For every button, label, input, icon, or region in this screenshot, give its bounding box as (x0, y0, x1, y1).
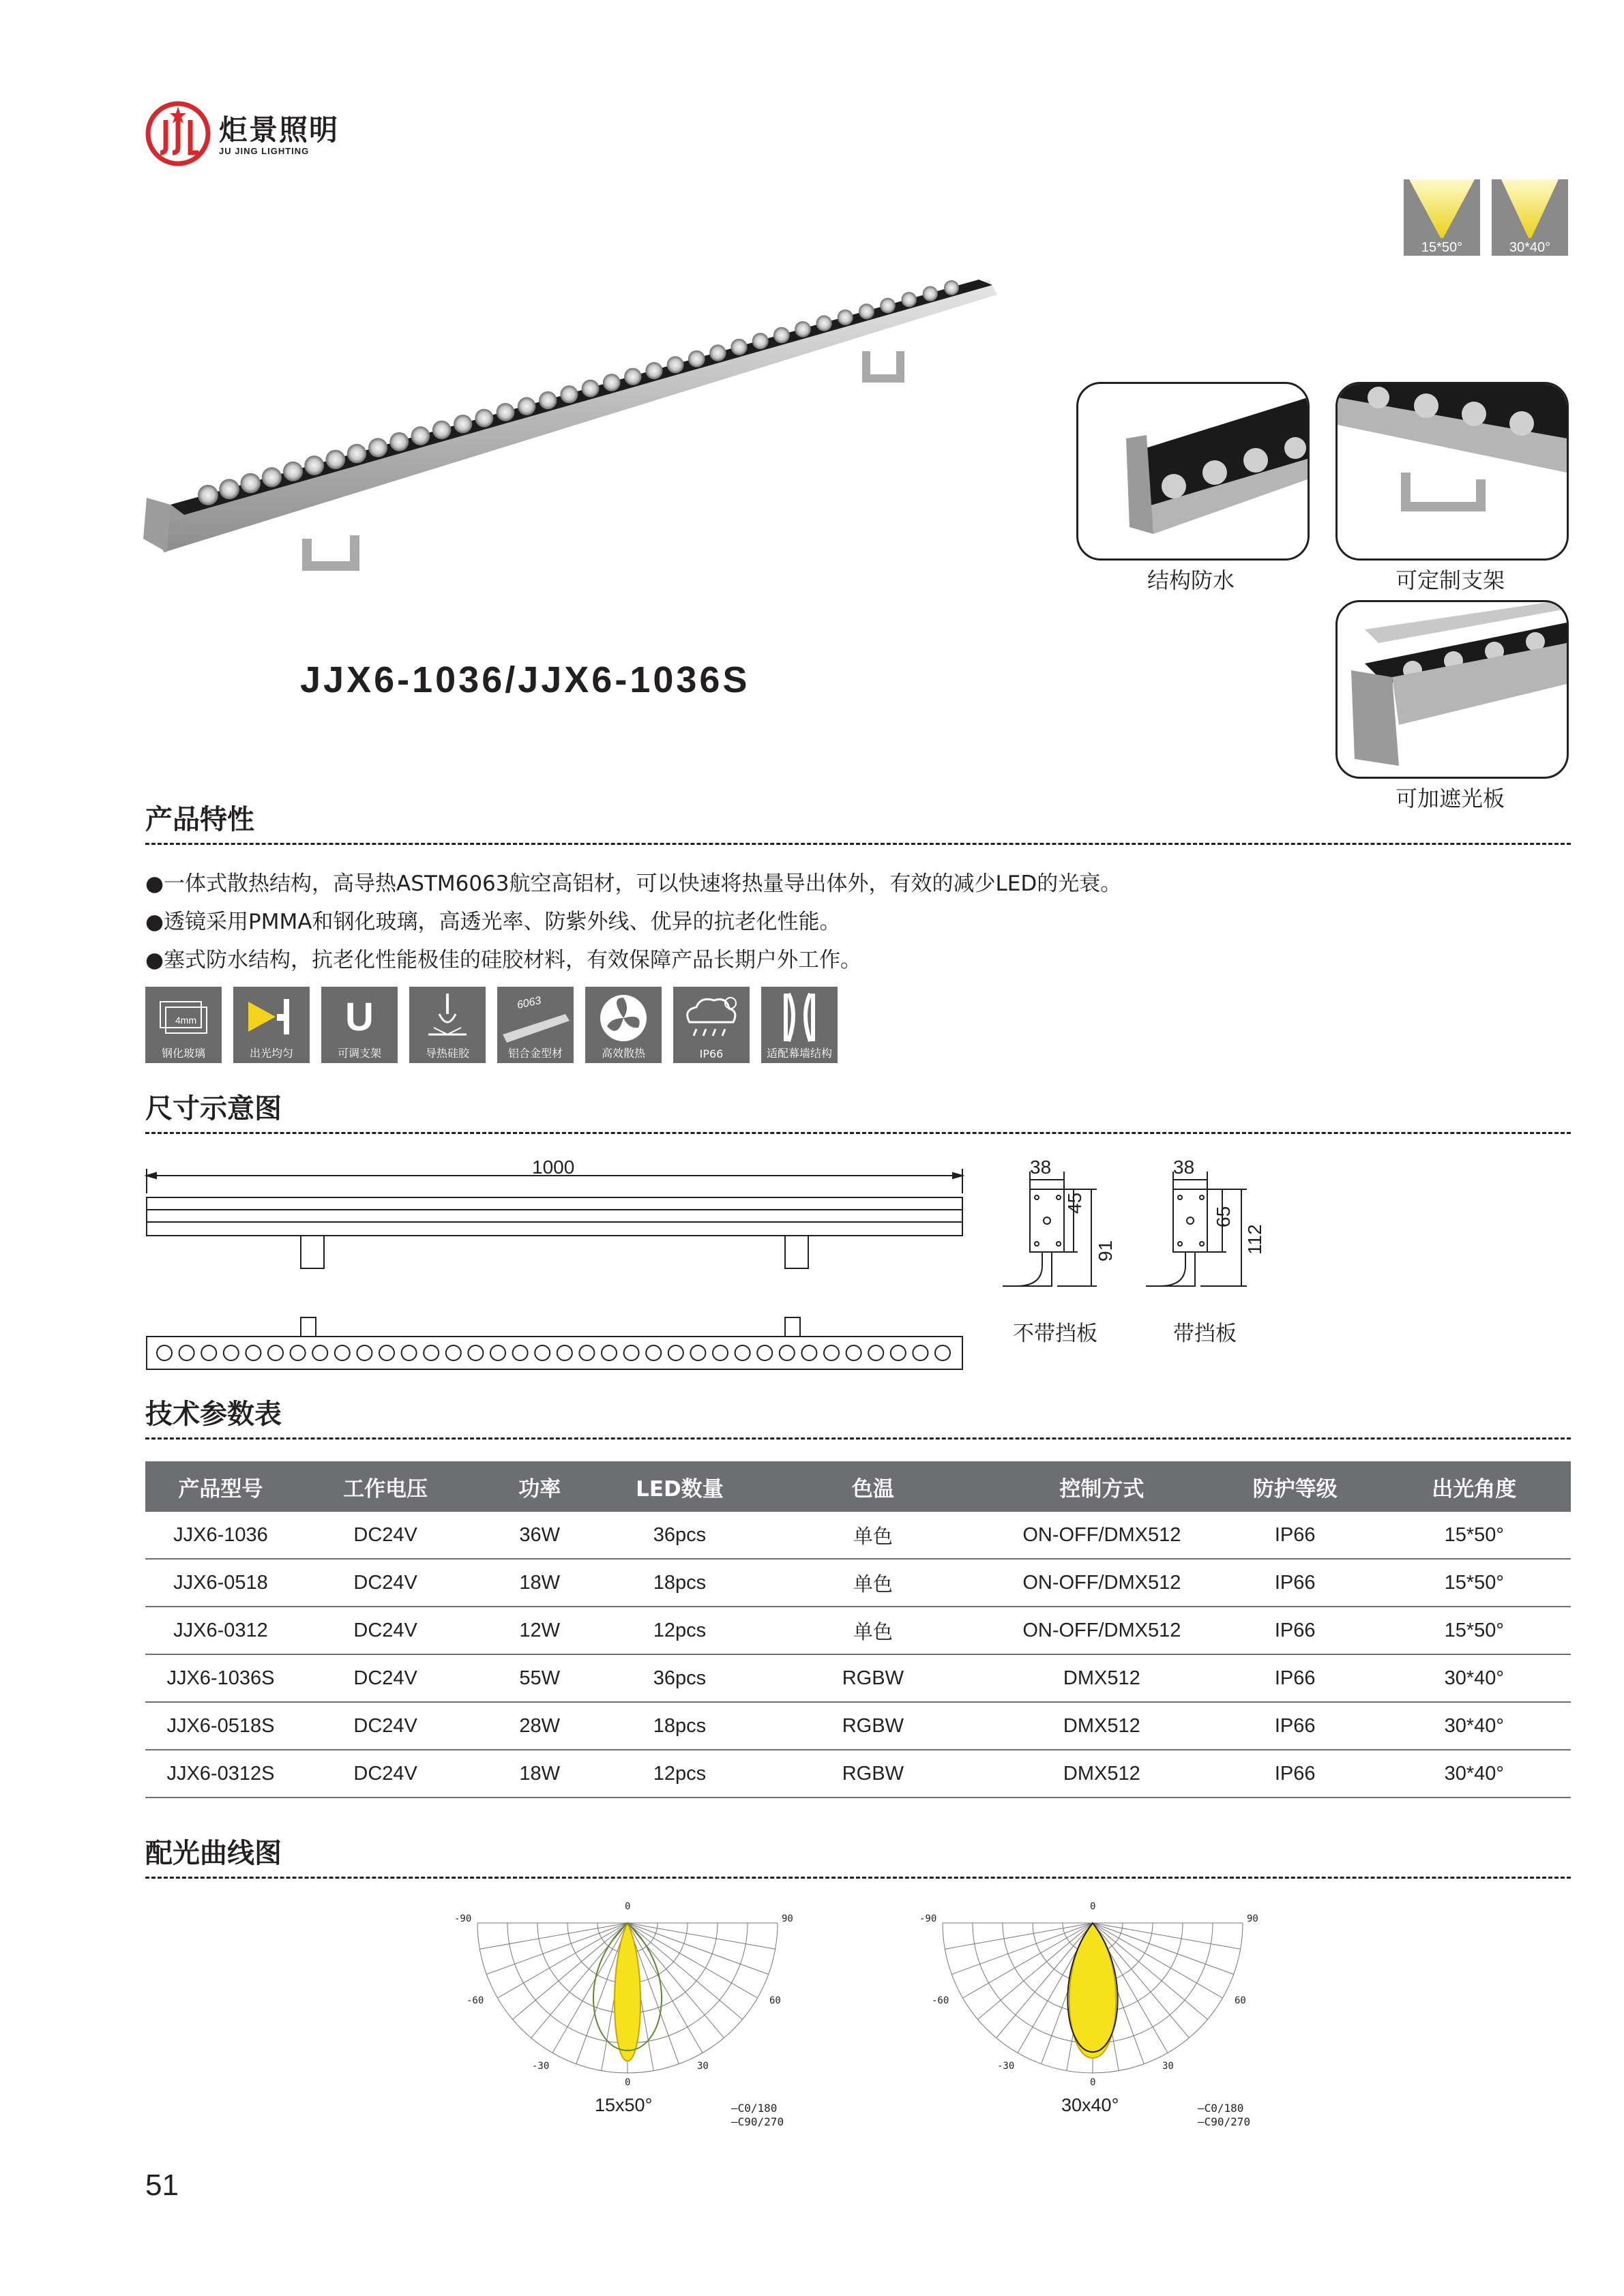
polar-tick-label: 30 (1162, 2061, 1174, 2072)
polar-tick-label: -90 (454, 1913, 472, 1924)
polar-tick-label: -60 (932, 1995, 949, 2006)
table-cell: RGBW (755, 1750, 991, 1798)
silicone-icon (409, 987, 486, 1063)
table-cell: JJX6-0518 (145, 1559, 296, 1607)
polar-chart-30x40 (929, 1909, 1256, 2080)
brand-name-cn: 炬景照明 (219, 113, 340, 147)
detail-shade-image (1335, 600, 1569, 779)
table-cell: DC24V (296, 1654, 475, 1702)
table-cell: 30*40° (1378, 1702, 1571, 1750)
column-header: 控制方式 (991, 1461, 1213, 1512)
section-title-features: 产品特性 (145, 804, 254, 835)
feature-icon-label: 钢化玻璃 (161, 1047, 205, 1060)
table-cell: IP66 (1213, 1702, 1378, 1750)
table-cell: IP66 (1213, 1607, 1378, 1654)
side-b-h2: 112 (1244, 1224, 1265, 1255)
column-header: 出光角度 (1378, 1461, 1571, 1512)
polar-tick-label: 0 (1090, 2077, 1096, 2088)
feature-icon-label: 适配幕墙结构 (766, 1047, 832, 1060)
legend-c0: —C0/180 (1198, 2102, 1244, 2115)
polar-caption: 15x50° (595, 2095, 653, 2115)
feature-icon-label: 出光均匀 (249, 1047, 293, 1060)
table-cell: 18pcs (604, 1702, 755, 1750)
brand-logo (145, 101, 350, 166)
polar-legend (731, 2102, 784, 2129)
aluminium-icon (497, 987, 574, 1063)
dimension-drawing-front (140, 1159, 979, 1377)
table-cell: 18W (475, 1559, 604, 1607)
beam-option-30x40 (1492, 179, 1568, 256)
glass-mark: 4mm (175, 1015, 197, 1026)
table-cell: JJX6-0518S (145, 1702, 296, 1750)
page-number: 51 (145, 2168, 179, 2202)
table-cell: 28W (475, 1702, 604, 1750)
table-cell: DC24V (296, 1512, 475, 1559)
spec-table-header (145, 1461, 1571, 1512)
table-cell: JJX6-0312 (145, 1607, 296, 1654)
dimension-length: 1000 (532, 1157, 575, 1178)
section-divider (145, 1437, 1571, 1440)
table-row (145, 1654, 1571, 1702)
table-cell: 36pcs (604, 1512, 755, 1559)
feature-icon-label: 导热硅胶 (425, 1047, 469, 1060)
table-cell: DMX512 (991, 1654, 1213, 1702)
table-row (145, 1607, 1571, 1654)
table-cell: IP66 (1213, 1750, 1378, 1798)
section-title-specs: 技术参数表 (145, 1399, 282, 1430)
legend-c90: —C90/270 (731, 2115, 784, 2128)
spec-table (145, 1461, 1571, 1798)
table-cell: 30*40° (1378, 1750, 1571, 1798)
table-cell: ON-OFF/DMX512 (991, 1607, 1213, 1654)
section-title-dimensions: 尺寸示意图 (145, 1093, 282, 1124)
polar-tick-label: -30 (997, 2061, 1015, 2072)
side-a-h1: 45 (1064, 1192, 1085, 1214)
table-cell: RGBW (755, 1654, 991, 1702)
polar-tick-label: -60 (467, 1995, 484, 2006)
bracket-mark: U (345, 995, 374, 1039)
brand-name-en: JU JING LIGHTING (219, 146, 310, 156)
legend-c0: —C0/180 (731, 2102, 778, 2115)
table-cell: 12pcs (604, 1750, 755, 1798)
table-cell: 单色 (755, 1559, 991, 1607)
side-a-h2: 91 (1095, 1240, 1116, 1262)
table-cell: 18pcs (604, 1559, 755, 1607)
polar-tick-label: 60 (769, 1995, 781, 2006)
table-cell: IP66 (1213, 1654, 1378, 1702)
polar-tick-label: 0 (625, 1901, 631, 1912)
legend-c90: —C90/270 (1198, 2115, 1251, 2128)
table-cell: IP66 (1213, 1512, 1378, 1559)
model-title: JJX6-1036/JJX6-1036S (300, 659, 750, 700)
table-cell: ON-OFF/DMX512 (991, 1512, 1213, 1559)
table-cell: 15*50° (1378, 1512, 1571, 1559)
fan-icon (585, 987, 662, 1063)
table-cell: JJX6-0312S (145, 1750, 296, 1798)
polar-tick-label: 0 (625, 2077, 631, 2088)
aluminium-mark: 6063 (516, 994, 542, 1011)
side-a-width: 38 (1030, 1157, 1052, 1178)
column-header: 工作电压 (296, 1461, 475, 1512)
polar-tick-label: -90 (919, 1913, 937, 1924)
table-cell: DC24V (296, 1702, 475, 1750)
beam-option-label: 15*50° (1421, 240, 1463, 255)
polar-caption: 30x40° (1061, 2095, 1119, 2115)
table-cell: 单色 (755, 1607, 991, 1654)
bracket-icon (321, 987, 398, 1063)
detail-bracket-label: 可定制支架 (1395, 567, 1505, 593)
table-cell: 12pcs (604, 1607, 755, 1654)
table-cell: 15*50° (1378, 1607, 1571, 1654)
beam-option-15x50 (1404, 179, 1480, 256)
feature-line: ●透镜采用PMMA和钢化玻璃，高透光率、防紫外线、优异的抗老化性能。 (145, 910, 841, 934)
table-row (145, 1750, 1571, 1798)
table-cell: ON-OFF/DMX512 (991, 1559, 1213, 1607)
section-divider (145, 1132, 1571, 1134)
table-cell: 36W (475, 1512, 604, 1559)
table-cell: JJX6-1036S (145, 1654, 296, 1702)
column-header: 功率 (475, 1461, 604, 1512)
feature-icon-label: 高效散热 (601, 1047, 645, 1060)
light-icon (233, 987, 310, 1063)
table-cell: 18W (475, 1750, 604, 1798)
polar-chart-15x50 (464, 1909, 791, 2080)
section-divider (145, 843, 1571, 845)
table-cell: DC24V (296, 1607, 475, 1654)
table-cell: IP66 (1213, 1559, 1378, 1607)
table-row (145, 1512, 1571, 1559)
table-cell: JJX6-1036 (145, 1512, 296, 1559)
table-cell: DMX512 (991, 1702, 1213, 1750)
table-cell: 单色 (755, 1512, 991, 1559)
polar-tick-label: 90 (1247, 1913, 1258, 1924)
column-header: 产品型号 (145, 1461, 296, 1512)
table-cell: DC24V (296, 1559, 475, 1607)
table-cell: DMX512 (991, 1750, 1213, 1798)
glass-icon (145, 987, 222, 1063)
curtain-wall-icon (761, 987, 838, 1063)
feature-icon-label: 铝合金型材 (507, 1047, 563, 1060)
side-b-label: 带挡板 (1173, 1322, 1237, 1346)
table-row (145, 1559, 1571, 1607)
table-cell: RGBW (755, 1702, 991, 1750)
polar-tick-label: 30 (697, 2061, 709, 2072)
section-title-curves: 配光曲线图 (145, 1838, 282, 1869)
feature-icon-label: IP66 (699, 1047, 724, 1060)
detail-waterproof-image (1076, 382, 1310, 561)
feature-icon-label: 可调支架 (337, 1047, 381, 1060)
table-cell: 36pcs (604, 1654, 755, 1702)
polar-legend (1198, 2102, 1250, 2129)
side-b-h1: 65 (1213, 1206, 1234, 1227)
polar-tick-label: 90 (782, 1913, 793, 1924)
detail-waterproof-label: 结构防水 (1147, 567, 1235, 593)
feature-line: ●一体式散热结构，高导热ASTM6063航空高铝材，可以快速将热量导出体外，有效的减少LED的光衰。 (145, 871, 1122, 896)
beam-option-label: 30*40° (1509, 240, 1551, 255)
table-cell: 12W (475, 1607, 604, 1654)
logo-emblem-icon (145, 101, 211, 166)
column-header: 色温 (755, 1461, 991, 1512)
table-cell: DC24V (296, 1750, 475, 1798)
column-header: 防护等级 (1213, 1461, 1378, 1512)
dimension-drawing-side-a (996, 1159, 1132, 1309)
polar-tick-label: 0 (1090, 1901, 1096, 1912)
side-a-label: 不带挡板 (1013, 1322, 1097, 1346)
section-divider (145, 1877, 1571, 1879)
weather-icon (673, 987, 750, 1063)
table-cell: 15*50° (1378, 1559, 1571, 1607)
detail-bracket-image (1335, 382, 1569, 561)
column-header: LED数量 (604, 1461, 755, 1512)
product-image (143, 252, 1009, 607)
table-cell: 30*40° (1378, 1654, 1571, 1702)
side-b-width: 38 (1173, 1157, 1195, 1178)
table-row (145, 1702, 1571, 1750)
detail-shade-label: 可加遮光板 (1395, 786, 1505, 811)
feature-line: ●塞式防水结构，抗老化性能极佳的硅胶材料，有效保障产品长期户外工作。 (145, 948, 862, 972)
polar-tick-label: 60 (1235, 1995, 1246, 2006)
polar-tick-label: -30 (532, 2061, 550, 2072)
table-cell: 55W (475, 1654, 604, 1702)
